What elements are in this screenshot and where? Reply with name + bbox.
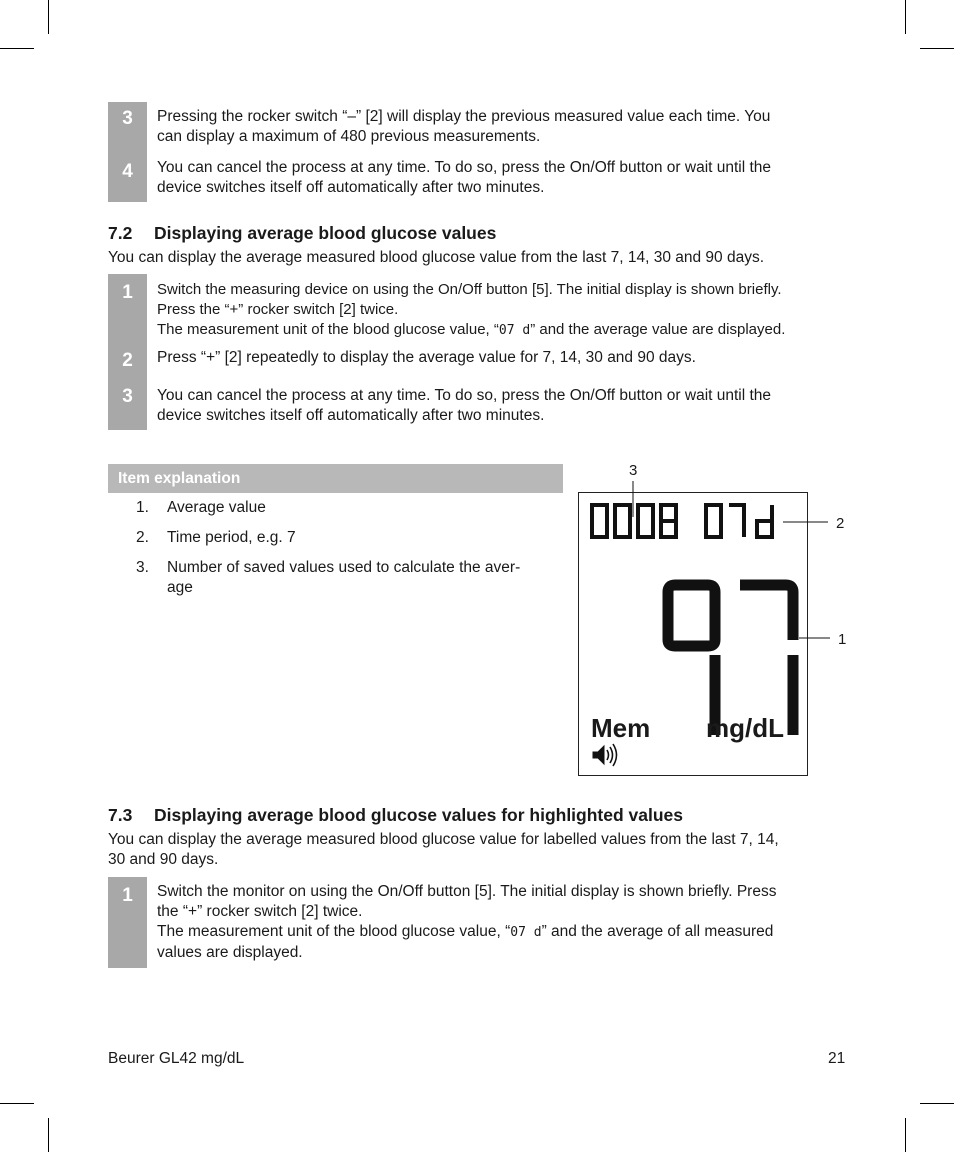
step-line: Press the “+” rocker switch [2] twice. [157, 301, 399, 318]
item-line: age [167, 579, 193, 596]
item-line: Average value [167, 499, 266, 516]
step-line: You can cancel the process at any time. To do so, press the On/Off button or wait until the [157, 387, 772, 404]
item-line: Number of saved values used to calculate the aver- [167, 559, 521, 576]
step-line: device switches itself off automatically after two minutes. [157, 179, 545, 196]
step-line [157, 922, 848, 943]
footer-title: Beurer GL42 mg/dL [108, 1050, 245, 1067]
text-part: ” and the average value are displayed. [530, 321, 786, 338]
lcd-code: 07 d [498, 323, 531, 338]
step-number: 1 [108, 877, 147, 968]
step-number: 4 [108, 154, 147, 202]
item-number: 3. [136, 559, 149, 576]
lcd-unit-label: mg/dL [706, 713, 784, 743]
segment-digit-7 [729, 505, 744, 537]
lcd-code: 07 d [510, 925, 542, 940]
section-title: Displaying average blood glucose values [154, 223, 497, 243]
step-number: 1 [108, 274, 147, 346]
intro-line: 30 and 90 days. [108, 851, 219, 868]
lcd-top-digits [592, 505, 772, 537]
segment-digit-7 [740, 585, 793, 640]
item-number: 1. [136, 499, 149, 516]
section-number: 7.2 [108, 223, 133, 243]
segment-digit-9 [668, 585, 715, 646]
step-line: can display a maximum of 480 previous measurements. [157, 128, 541, 145]
text-part: ” and the average of all measured [541, 923, 774, 940]
step-line: Switch the monitor on using the On/Off button [5]. The initial display is shown briefly. Press [157, 883, 777, 900]
item-explanation-header: Item explanation [108, 464, 563, 493]
intro-line: You can display the average measured blood glucose value for labelled values from the last 7, 14, [108, 831, 779, 848]
section73-steps [108, 877, 848, 968]
step-line: Press “+” [2] repeatedly to display the average value for 7, 14, 30 and 90 days. [157, 349, 696, 366]
step-1 [108, 877, 848, 968]
item-number: 2. [136, 529, 149, 546]
callout-1: 1 [838, 631, 847, 648]
page-number: 21 [828, 1050, 846, 1067]
step-text [147, 877, 848, 963]
segment-digit-0 [615, 505, 630, 537]
step-line: the “+” rocker switch [2] twice. [157, 903, 363, 920]
section-heading-7-3 [108, 805, 683, 826]
callout-2: 2 [836, 515, 845, 532]
section-title: Displaying average blood glucose values for highlighted values [154, 805, 684, 825]
segment-digit-0 [706, 505, 721, 537]
segment-letter-d [757, 505, 772, 537]
step-number: 2 [108, 346, 147, 384]
callout-3: 3 [629, 462, 638, 479]
step-number: 3 [108, 102, 147, 154]
lcd-mem-label: Mem [591, 713, 651, 743]
step-line: device switches itself off automatically after two minutes. [157, 407, 545, 424]
item-line: Time period, e.g. 7 [167, 529, 296, 546]
speaker-icon [593, 744, 617, 766]
step-line: values are displayed. [157, 944, 303, 961]
intro-line: You can display the average measured blood glucose value from the last 7, 14, 30 and 90 days. [108, 249, 765, 266]
text-part: The measurement unit of the blood glucose value, “ [157, 923, 511, 940]
section-number: 7.3 [108, 805, 133, 825]
section-intro [108, 830, 853, 870]
step-line: You can cancel the process at any time. To do so, press the On/Off button or wait until the [157, 159, 772, 176]
step-line: Pressing the rocker switch “–” [2] will display the previous measured value each time. You [157, 108, 771, 125]
segment-digit-0 [592, 505, 607, 537]
text-part: The measurement unit of the blood glucose value, “ [157, 321, 499, 338]
step-line: Switch the measuring device on using the On/Off button [5]. The initial display is shown briefly. [157, 281, 782, 298]
segment-digit-0 [638, 505, 653, 537]
step-number: 3 [108, 384, 147, 430]
